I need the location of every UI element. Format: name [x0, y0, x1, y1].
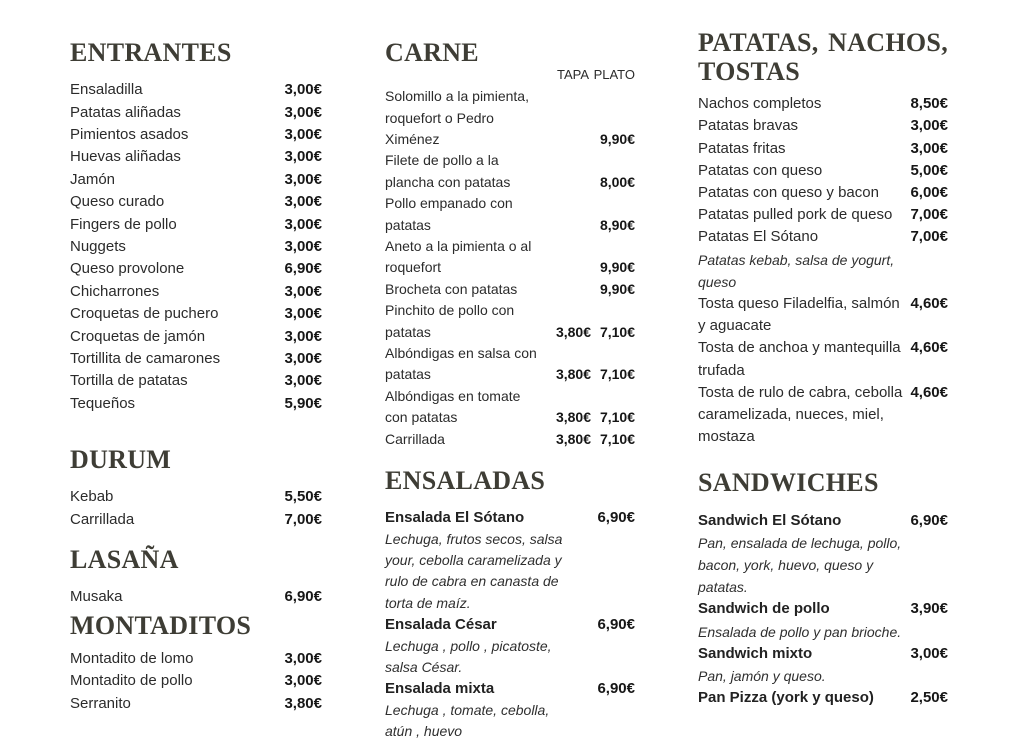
item-name: Musaka: [70, 588, 123, 606]
item-price: 3,00€: [284, 170, 322, 188]
item-name: Pimientos asados: [70, 125, 189, 143]
item-name: Patatas con queso y bacon: [698, 184, 879, 202]
item-price-plato: 9,90€: [599, 259, 635, 276]
menu-item: [698, 93, 948, 115]
menu-item: [70, 303, 322, 325]
menu-item: [70, 509, 322, 531]
menu-item: [70, 191, 322, 213]
item-price: 3,00€: [910, 139, 948, 157]
item-price: 7,00€: [910, 206, 948, 224]
menu-item: [698, 687, 948, 709]
item-name: Patatas pulled pork de queso: [698, 206, 893, 224]
item-price: 3,90€: [910, 600, 948, 618]
item-price-plato: 8,90€: [599, 216, 635, 233]
item-description: Lechuga, frutos secos, salsa your, cebolla caramelizada y rulo de cabra en canasta de torta de maíz.: [385, 530, 563, 611]
menu-item: [385, 678, 635, 699]
item-name: Sandwich de pollo: [698, 600, 830, 618]
item-name: Patatas aliñadas: [70, 103, 181, 121]
item-price: 3,80€: [284, 694, 322, 712]
item-name: Tosta de rulo de cabra, cebolla caramelizada, nueces, miel, mostaza: [698, 383, 903, 446]
menu-item: [70, 214, 322, 236]
item-price: 4,60€: [910, 339, 948, 357]
item-price: 8,50€: [910, 95, 948, 113]
menu-item: [698, 115, 948, 137]
menu-item: [385, 386, 635, 429]
menu-item: [70, 102, 322, 124]
item-name: Brocheta con patatas: [385, 280, 518, 297]
item-price: 3,00€: [284, 282, 322, 300]
item-name: Albóndigas en salsa con patatas: [385, 344, 537, 383]
item-price-plato: 9,90€: [599, 280, 635, 297]
item-price: 6,00€: [910, 184, 948, 202]
item-name: Tosta de anchoa y mantequilla trufada: [698, 339, 901, 379]
item-name: Ensalada El Sótano: [385, 509, 525, 527]
item-name: Queso curado: [70, 193, 165, 211]
item-price: 6,90€: [910, 511, 948, 529]
item-name: Montadito de lomo: [70, 649, 194, 667]
menu-item: [385, 300, 635, 343]
item-name: Patatas bravas: [698, 117, 799, 135]
item-price: 4,60€: [910, 383, 948, 401]
price-column-label-plato: PLATO: [593, 67, 635, 83]
section-title: PATATAS, NACHOS, TOSTAS: [698, 28, 948, 87]
item-description: Ensalada de pollo y pan brioche.: [698, 623, 902, 640]
item-price: 6,90€: [597, 680, 635, 698]
item-description: Lechuga , tomate, cebolla, atún , huevo: [385, 701, 550, 740]
menu-item: [385, 343, 635, 386]
item-price-tapa: 3,80€: [555, 430, 591, 447]
item-name: Sandwich mixto: [698, 644, 813, 662]
item-description: Patatas kebab, salsa de yogurt, queso: [698, 251, 895, 290]
item-price-plato: 7,10€: [599, 409, 635, 426]
menu-item: [70, 281, 322, 303]
item-name: Serranito: [70, 694, 131, 712]
item-name: Tortilla de patatas: [70, 372, 188, 390]
menu-item: [698, 598, 948, 620]
item-price-plato: 7,10€: [599, 323, 635, 340]
menu-item: [70, 486, 322, 508]
menu-item: [698, 643, 948, 665]
item-price: 6,90€: [284, 260, 322, 278]
item-price: 3,00€: [284, 327, 322, 345]
item-price: 6,90€: [597, 616, 635, 634]
item-price: 3,00€: [284, 125, 322, 143]
menu-item: [385, 507, 635, 528]
item-name: Queso provolone: [70, 260, 185, 278]
item-description: Pan, ensalada de lechuga, pollo, bacon, york, huevo, queso y patatas.: [698, 534, 902, 596]
menu-item: [70, 326, 322, 348]
section-lasana: [70, 545, 322, 609]
section-title: SANDWICHES: [698, 468, 879, 498]
item-name: Ensaladilla: [70, 81, 143, 99]
menu-item: [698, 182, 948, 204]
menu-item: [70, 648, 322, 670]
item-price: 3,00€: [284, 649, 322, 667]
menu-column-3: [698, 28, 948, 743]
menu-item: [698, 510, 948, 532]
section-title: MONTADITOS: [70, 610, 252, 640]
item-price: 3,00€: [284, 103, 322, 121]
section-entrantes: [70, 38, 322, 415]
item-name: Pinchito de pollo con patatas: [385, 302, 515, 340]
item-name: Carrillada: [70, 510, 135, 528]
item-price-tapa: 3,80€: [555, 409, 591, 426]
menu-item: [385, 279, 635, 300]
menu-item: [385, 193, 635, 236]
item-price: 3,00€: [284, 349, 322, 367]
menu-item: [70, 79, 322, 101]
menu-item: [70, 258, 322, 280]
item-name: Tequeños: [70, 394, 136, 412]
item-price: 6,90€: [284, 588, 322, 606]
item-name: Patatas con queso: [698, 161, 823, 179]
menu-item: [70, 670, 322, 692]
item-name: Croquetas de jamón: [70, 327, 206, 345]
menu-item: [70, 348, 322, 370]
item-name: Nuggets: [70, 237, 126, 255]
item-price: 3,00€: [284, 305, 322, 323]
item-name: Patatas El Sótano: [698, 228, 819, 246]
item-name: Montadito de pollo: [70, 672, 193, 690]
item-price: 3,00€: [284, 148, 322, 166]
item-price-plato: 7,10€: [599, 366, 635, 383]
menu-item: [698, 337, 948, 381]
item-price: 3,00€: [910, 117, 948, 135]
item-name: Tortillita de camarones: [70, 349, 221, 367]
item-name: Pan Pizza (york y queso): [698, 689, 874, 707]
section-montaditos: [70, 611, 322, 715]
menu-item: [698, 293, 948, 337]
item-price: 7,00€: [910, 228, 948, 246]
item-name: Chicharrones: [70, 282, 160, 300]
item-price-tapa: 3,80€: [555, 366, 591, 383]
item-name: Aneto a la pimienta o al roquefort: [385, 237, 532, 276]
menu-column-2: [385, 28, 635, 743]
section-durum: [70, 445, 322, 531]
menu-item: [698, 204, 948, 226]
item-description: Lechuga , pollo , picatoste, salsa César.: [385, 637, 552, 675]
section-carne: [385, 38, 635, 450]
item-price: 6,90€: [597, 509, 635, 527]
item-name: Nachos completos: [698, 95, 822, 113]
menu-item: [70, 236, 322, 258]
item-name: Albóndigas en tomate con patatas: [385, 387, 521, 426]
menu-item: [70, 393, 322, 415]
item-price: 5,00€: [910, 161, 948, 179]
item-price-plato: 8,00€: [599, 173, 635, 190]
item-name: Huevas aliñadas: [70, 148, 181, 166]
menu-item: [70, 693, 322, 715]
section-patatas-nachos-tostas: [698, 28, 948, 448]
item-name: Tosta queso Filadelfia, salmón y aguacate: [698, 295, 900, 335]
item-price-tapa: 3,80€: [555, 323, 591, 340]
item-name: Pollo empanado con patatas: [385, 195, 513, 233]
section-title: DURUM: [70, 445, 172, 475]
section-title: LASAÑA: [70, 545, 179, 575]
menu-item: [698, 226, 948, 248]
menu-item: [698, 160, 948, 182]
item-price: 3,00€: [284, 193, 322, 211]
item-price: 5,90€: [284, 394, 322, 412]
item-price-plato: 7,10€: [599, 430, 635, 447]
item-name: Croquetas de puchero: [70, 305, 219, 323]
menu-item: [698, 138, 948, 160]
item-price: 3,00€: [284, 372, 322, 390]
price-column-label-tapa: TAPA: [556, 67, 589, 83]
menu-column-1: [70, 28, 322, 743]
item-name: Jamón: [70, 170, 116, 188]
section-sandwiches: [698, 468, 948, 709]
menu-item: [385, 614, 635, 635]
menu-item: [385, 429, 635, 450]
item-name: Kebab: [70, 488, 114, 506]
item-description: Pan, jamón y queso.: [698, 668, 826, 684]
menu-item: [698, 382, 948, 449]
menu-item: [385, 236, 635, 279]
item-name: Fingers de pollo: [70, 215, 177, 233]
item-name: Patatas fritas: [698, 139, 786, 157]
item-name: Carrillada: [385, 430, 445, 447]
menu-item: [70, 169, 322, 191]
menu-item: [385, 86, 635, 150]
price-column-headers: [385, 67, 635, 83]
item-name: Ensalada César: [385, 616, 497, 634]
section-title: ENTRANTES: [70, 38, 232, 67]
item-price: 5,50€: [284, 488, 322, 506]
section-title: ENSALADAS: [385, 466, 546, 496]
menu-columns: [70, 28, 1024, 743]
section-ensaladas: [385, 466, 635, 743]
item-price: 3,00€: [910, 644, 948, 662]
menu-item: [385, 150, 635, 193]
section-title: CARNE: [385, 38, 479, 67]
menu-item: [70, 124, 322, 146]
item-price: 3,00€: [284, 215, 322, 233]
menu-item: [70, 146, 322, 168]
item-price: 3,00€: [284, 81, 322, 99]
item-price-plato: 9,90€: [599, 130, 635, 147]
item-name: Ensalada mixta: [385, 680, 495, 698]
item-price: 7,00€: [284, 510, 322, 528]
item-name: Solomillo a la pimienta, roquefort o Pedro Ximénez: [385, 88, 529, 147]
item-name: Filete de pollo a la plancha con patatas: [385, 152, 511, 190]
menu-item: [70, 586, 322, 608]
menu-item: [70, 370, 322, 392]
item-price: 4,60€: [910, 295, 948, 313]
item-price: 3,00€: [284, 237, 322, 255]
item-name: Sandwich El Sótano: [698, 511, 842, 529]
item-price: 3,00€: [284, 672, 322, 690]
item-price: 2,50€: [910, 689, 948, 707]
